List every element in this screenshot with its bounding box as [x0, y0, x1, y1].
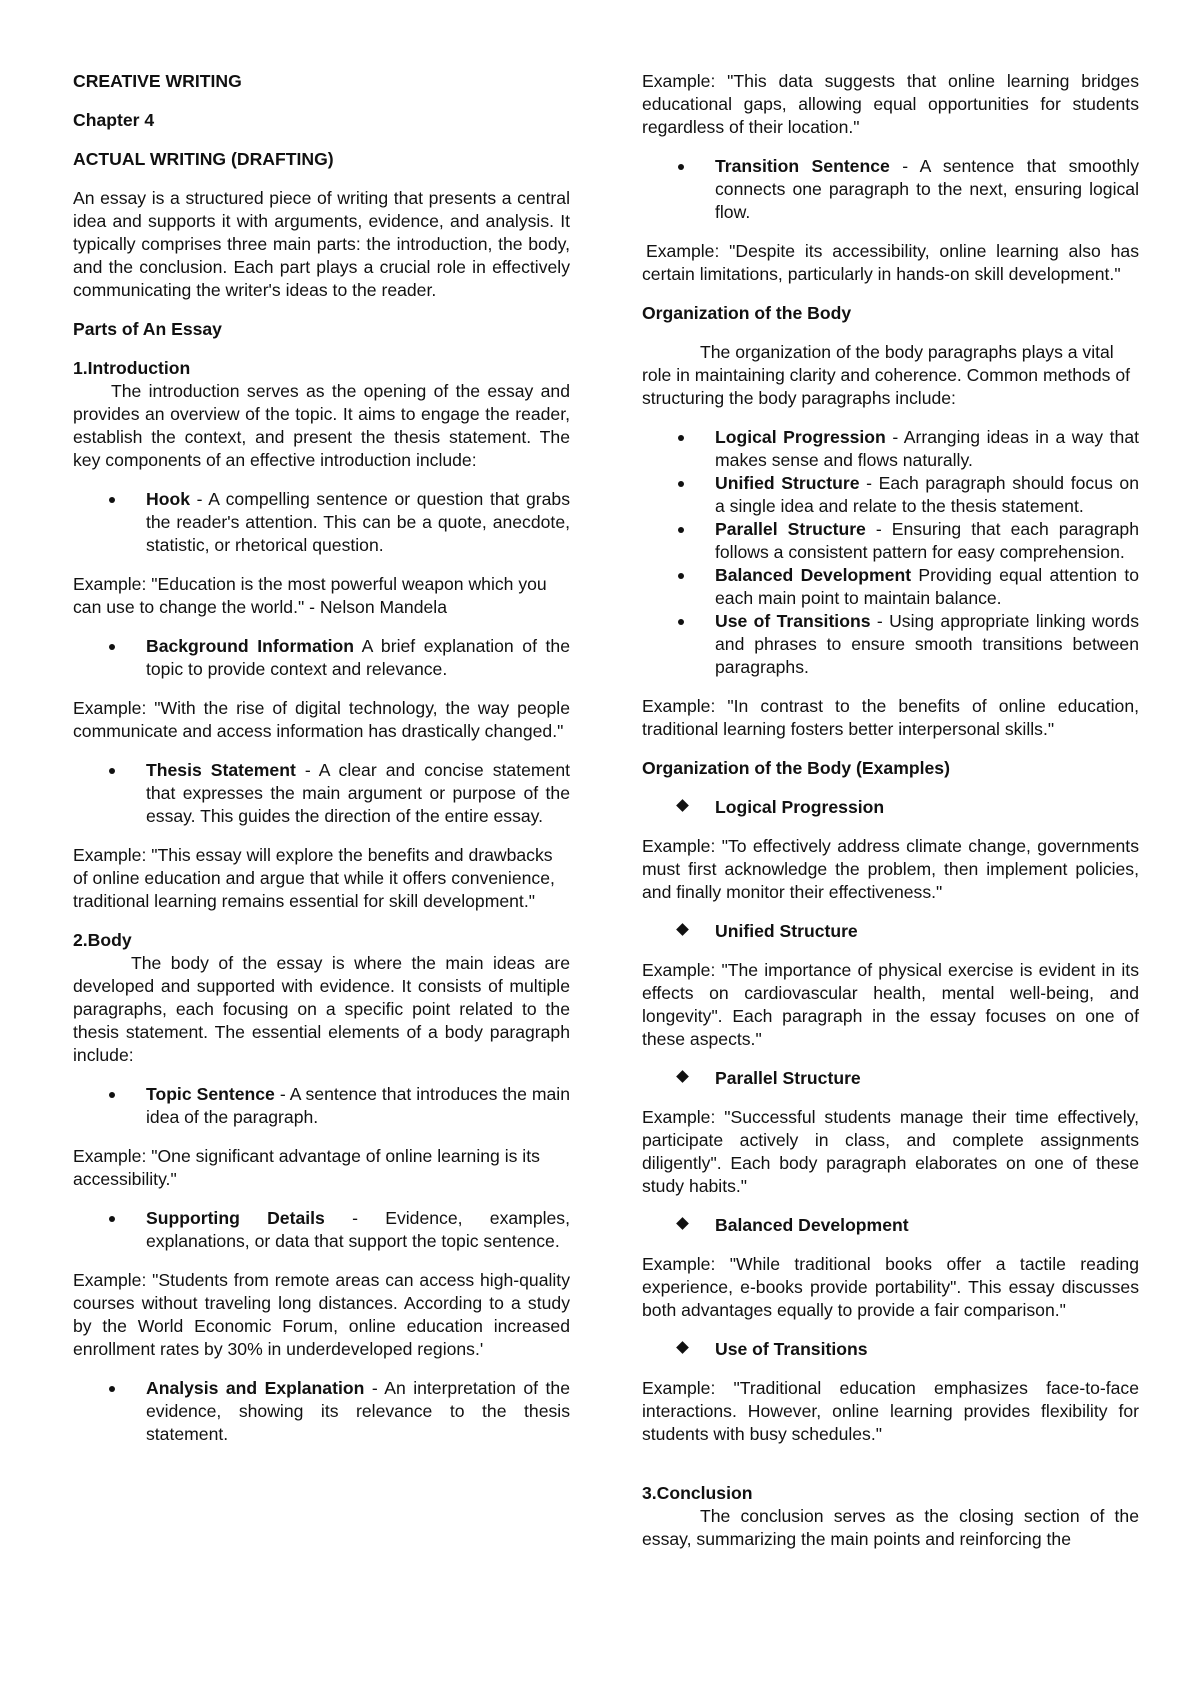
conclusion-heading: 3.Conclusion	[642, 1483, 753, 1503]
bullet-icon	[109, 768, 115, 774]
example-list-4	[642, 1214, 1139, 1237]
bullet-icon	[109, 1216, 115, 1222]
analysis-list	[73, 1377, 570, 1446]
bullet-icon	[678, 527, 684, 533]
diamond-icon	[676, 1341, 689, 1354]
body-text: The body of the essay is where the main ideas are developed and supported with evidence. It consists of multiple paragraphs, each focusing on a specific point related to the thesis statement. The essential elements of a body paragraph include:	[73, 953, 570, 1065]
thesis-list	[73, 759, 570, 828]
transition-list	[642, 155, 1139, 224]
bullet-icon	[678, 435, 684, 441]
list-item: Topic Sentence - A sentence that introduces the main idea of the paragraph.	[73, 1083, 570, 1129]
right-column	[642, 70, 1139, 1551]
example-list-2	[642, 920, 1139, 943]
intro-paragraph: An essay is a structured piece of writing that presents a central idea and supports it with arguments, evidence, and analysis. It typically comprises three main parts: the introduction, the body, and the conclusion. Each part plays a crucial role in effectively communicating the writer's ideas to the reader.	[73, 188, 570, 300]
chapter-label: Chapter 4	[73, 110, 155, 130]
hook-example: Example: "Education is the most powerful weapon which you can use to change the world." - Nelson Mandela	[73, 574, 547, 617]
example-text-1: Example: "To effectively address climate change, governments must first acknowledge the problem, then implement policies, and finally monitor their effectiveness."	[642, 836, 1139, 902]
list-item: Balanced Development	[642, 1214, 1139, 1237]
diamond-icon	[676, 1217, 689, 1230]
analysis-example: Example: "This data suggests that online learning bridges educational gaps, allowing equal opportunities for students regardless of their location."	[642, 71, 1139, 137]
body-heading: 2.Body	[73, 930, 132, 950]
transition-example: Example: "Despite its accessibility, online learning also has certain limitations, particularly in hands-on skill development."	[642, 241, 1139, 284]
bullet-icon	[109, 1386, 115, 1392]
supporting-list	[73, 1207, 570, 1253]
list-item: Balanced Development Providing equal attention to each main point to maintain balance.	[642, 564, 1139, 610]
course-title: CREATIVE WRITING	[73, 71, 242, 91]
list-item: Thesis Statement - A clear and concise statement that expresses the main argument or purpose of the essay. This guides the direction of the entire essay.	[73, 759, 570, 828]
hook-list	[73, 488, 570, 557]
bullet-icon	[678, 573, 684, 579]
organization-text: The organization of the body paragraphs plays a vital role in maintaining clarity and coherence. Common methods of structuring the body paragraphs include:	[642, 342, 1130, 408]
organization-list	[642, 426, 1139, 679]
bullet-icon	[678, 164, 684, 170]
diamond-icon	[676, 923, 689, 936]
diamond-icon	[676, 799, 689, 812]
thesis-example: Example: "This essay will explore the benefits and drawbacks of online education and argue that while it offers convenience, traditional learning remains essential for skill development."	[73, 845, 555, 911]
list-item: Supporting Details - Evidence, examples, explanations, or data that support the topic sentence.	[73, 1207, 570, 1253]
list-item: Logical Progression	[642, 796, 1139, 819]
list-item: Parallel Structure - Ensuring that each paragraph follows a consistent pattern for easy comprehension.	[642, 518, 1139, 564]
list-item: Analysis and Explanation - An interpretation of the evidence, showing its relevance to the thesis statement.	[73, 1377, 570, 1446]
left-column	[73, 70, 570, 1462]
list-item: Transition Sentence - A sentence that smoothly connects one paragraph to the next, ensuring logical flow.	[642, 155, 1139, 224]
supporting-example: Example: "Students from remote areas can access high-quality courses without traveling long distances. According to a study by the World Economic Forum, online education increased enrollment rates by 30% in underdeveloped regions.'	[73, 1270, 570, 1359]
background-list	[73, 635, 570, 681]
introduction-heading: 1.Introduction	[73, 358, 191, 378]
list-item: Unified Structure	[642, 920, 1139, 943]
background-example: Example: "With the rise of digital technology, the way people communicate and access information has drastically changed."	[73, 698, 570, 741]
list-item: Background Information A brief explanation of the topic to provide context and relevance.	[73, 635, 570, 681]
organization-example: Example: "In contrast to the benefits of online education, traditional learning fosters better interpersonal skills."	[642, 696, 1139, 739]
parts-heading: Parts of An Essay	[73, 319, 222, 339]
example-text-5: Example: "Traditional education emphasizes face-to-face interactions. However, online learning provides flexibility for students with busy schedules."	[642, 1378, 1139, 1444]
example-text-3: Example: "Successful students manage their time effectively, participate actively in class, and complete assignments diligently". Each body paragraph elaborates on one of these study habits."	[642, 1107, 1139, 1196]
bullet-icon	[109, 1092, 115, 1098]
diamond-icon	[676, 1070, 689, 1083]
chapter-title: ACTUAL WRITING (DRAFTING)	[73, 149, 334, 169]
list-item: Unified Structure - Each paragraph should focus on a single idea and relate to the thesis statement.	[642, 472, 1139, 518]
bullet-icon	[109, 497, 115, 503]
list-item: Parallel Structure	[642, 1067, 1139, 1090]
examples-heading: Organization of the Body (Examples)	[642, 758, 950, 778]
example-list-1	[642, 796, 1139, 819]
example-text-2: Example: "The importance of physical exercise is evident in its effects on cardiovascular health, mental well-being, and longevity". Each paragraph in the essay focuses on one of these aspects."	[642, 960, 1139, 1049]
list-item: Use of Transitions - Using appropriate linking words and phrases to ensure smooth transitions between paragraphs.	[642, 610, 1139, 679]
list-item: Use of Transitions	[642, 1338, 1139, 1361]
example-text-4: Example: "While traditional books offer a tactile reading experience, e-books provide portability". This essay discusses both advantages equally to provide a fair comparison."	[642, 1254, 1139, 1320]
example-list-3	[642, 1067, 1139, 1090]
topic-example: Example: "One significant advantage of online learning is its accessibility."	[73, 1146, 540, 1189]
topic-list	[73, 1083, 570, 1129]
list-item: Hook - A compelling sentence or question that grabs the reader's attention. This can be a quote, anecdote, statistic, or rhetorical question.	[73, 488, 570, 557]
introduction-text: The introduction serves as the opening of the essay and provides an overview of the topic. It aims to engage the reader, establish the context, and present the thesis statement. The key components of an effective introduction include:	[73, 381, 570, 470]
bullet-icon	[678, 619, 684, 625]
bullet-icon	[678, 481, 684, 487]
bullet-icon	[109, 644, 115, 650]
list-item: Logical Progression - Arranging ideas in a way that makes sense and flows naturally.	[642, 426, 1139, 472]
conclusion-text: The conclusion serves as the closing section of the essay, summarizing the main points and reinforcing the	[642, 1506, 1139, 1549]
example-list-5	[642, 1338, 1139, 1361]
organization-heading: Organization of the Body	[642, 303, 852, 323]
